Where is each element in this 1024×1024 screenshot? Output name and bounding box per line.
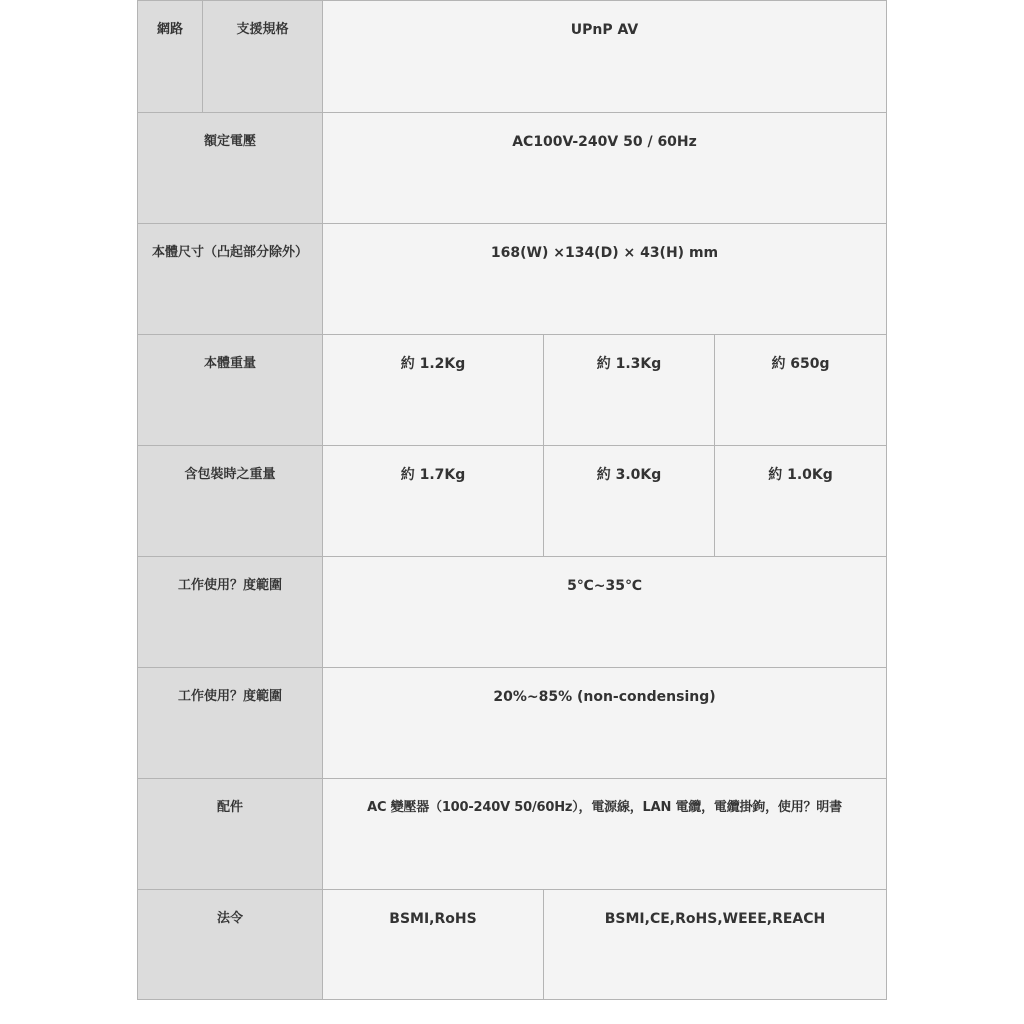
label-operating-humidity: 工作使用？度範圍: [138, 668, 323, 779]
value-packaged-weight-2: 約 3.0Kg: [544, 446, 715, 557]
label-body-dimensions: 本體尺寸（凸起部分除外）: [138, 224, 323, 335]
value-supported-spec: UPnP AV: [323, 1, 887, 113]
row-body-dimensions: [138, 224, 887, 335]
label-accessories: 配件: [138, 779, 323, 890]
value-body-dimensions: 168(W) ×134(D) × 43(H) mm: [323, 224, 887, 335]
row-body-weight: [138, 335, 887, 446]
value-accessories: AC 變壓器（100-240V 50/60Hz），電源線，LAN 電纜，電纜掛鉤，使用？明書: [323, 779, 887, 890]
label-regulations: 法令: [138, 890, 323, 1000]
spec-table: [137, 0, 887, 1000]
row-network: [138, 1, 887, 113]
value-operating-humidity: 20%~85% (non-condensing): [323, 668, 887, 779]
row-packaged-weight: [138, 446, 887, 557]
value-regulations-2: BSMI,CE,RoHS,WEEE,REACH: [544, 890, 887, 1000]
row-rated-voltage: [138, 113, 887, 224]
value-regulations-1: BSMI,RoHS: [323, 890, 544, 1000]
label-network: 網路: [138, 1, 203, 113]
value-body-weight-1: 約 1.2Kg: [323, 335, 544, 446]
label-rated-voltage: 額定電壓: [138, 113, 323, 224]
label-supported-spec: 支援規格: [203, 1, 323, 113]
value-rated-voltage: AC100V-240V 50 / 60Hz: [323, 113, 887, 224]
row-accessories: [138, 779, 887, 890]
value-packaged-weight-1: 約 1.7Kg: [323, 446, 544, 557]
label-packaged-weight: 含包裝時之重量: [138, 446, 323, 557]
value-body-weight-3: 約 650g: [715, 335, 887, 446]
row-operating-humidity: [138, 668, 887, 779]
row-regulations: [138, 890, 887, 1000]
value-operating-temperature: 5℃~35℃: [323, 557, 887, 668]
row-operating-temperature: [138, 557, 887, 668]
value-body-weight-2: 約 1.3Kg: [544, 335, 715, 446]
label-body-weight: 本體重量: [138, 335, 323, 446]
value-packaged-weight-3: 約 1.0Kg: [715, 446, 887, 557]
label-operating-temperature: 工作使用？度範圍: [138, 557, 323, 668]
